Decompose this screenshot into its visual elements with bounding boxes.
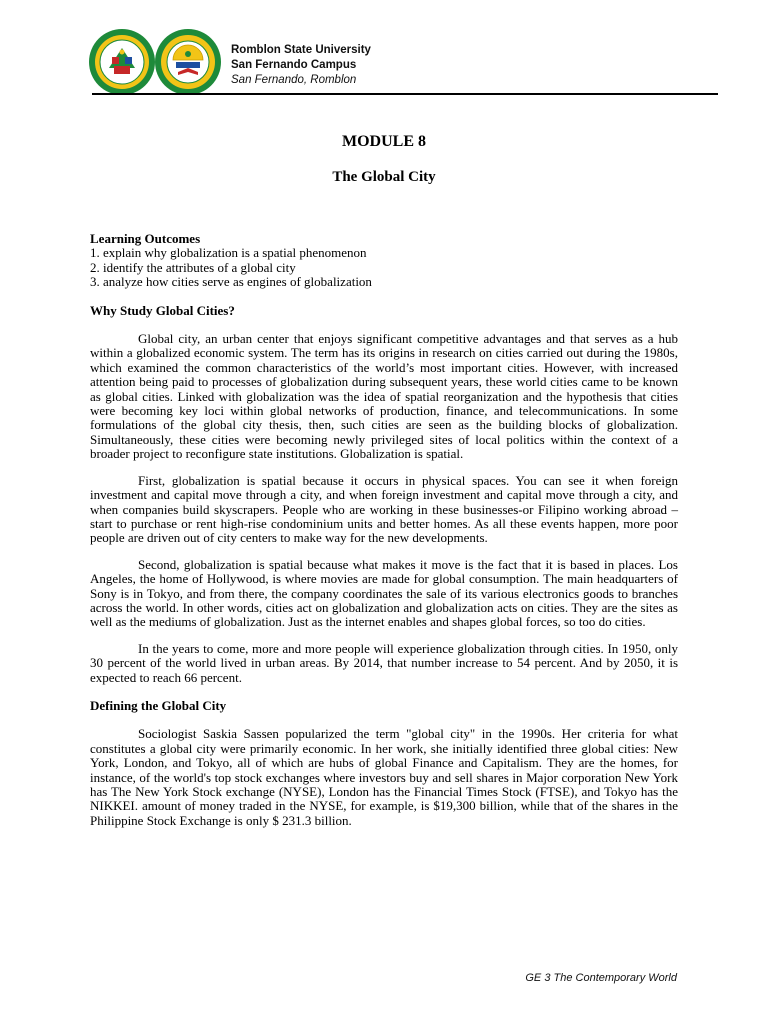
university-info: [231, 43, 371, 88]
outcome-item: 2. identify the attributes of a global city: [90, 259, 296, 275]
section-heading-defining: Defining the Global City: [90, 697, 227, 713]
paragraph: Global city, an urban center that enjoys significant competitive advantages and that serves as a hub within a globalized economic system. The term has its origins in research on cities carried out during the 1980s, which examined the common characteristics of the world’s most important cities. However, with increased attention being paid to processes of globalization during subsequent years, these world cities came to be known as global cities. Linked with globalization was the idea of spatial reorganization and the hypothesis that cities were becoming key loci within global networks of production, finance, and telecommunications. In some formulations of the global city thesis, then, such cities are seen as the building blocks of globalization. Simultaneously, these cities were becoming newly privileged sites of local politics within the context of a broader project to reconfigure state institutions. Globalization is spatial.: [90, 331, 678, 462]
document-header: [0, 0, 768, 100]
rsu-seal-logo: [88, 28, 156, 96]
learning-outcomes-list: [90, 246, 678, 289]
campus-seal-logo: [154, 28, 222, 96]
document-body: [90, 232, 678, 828]
outcome-item: 1. explain why globalization is a spatial phenomenon: [90, 245, 367, 261]
paragraph: Second, globalization is spatial because what makes it move is the fact that it is based in places. Los Angeles, the home of Hollywood, is where movies are made for global consumption. The main headquarters of Sony is in Tokyo, and from there, the company coordinates the sale of its various electronics goods to branches across the world. In other words, cities act on globalization and globalization acts on cities. They are the sites as well as the mediums of globalization. Just as the internet enables and shapes global forces, so too do cities.: [90, 556, 678, 630]
university-name: Romblon State University: [231, 44, 371, 56]
module-number: MODULE 8: [342, 133, 426, 150]
section-heading-why-study: Why Study Global Cities?: [90, 302, 235, 318]
campus-location: San Fernando, Romblon: [231, 74, 357, 86]
paragraph: Sociologist Saskia Sassen popularized the term "global city" in the 1990s. Her criteria for what constitutes a global city were primarily economic. In her work, she initially identified three global cities: New York, London, and Tokyo, all of which are hubs of global Finance and Capitalism. They are the homes, for instance, of the world's top stock exchanges where investors buy and sell shares in Major corporation New York has The New York Stock exchange (NYSE), London has the Financial Times Stock (FTSE), and Tokyo has the NIKKEI. amount of money traded in the NYSE, for example, is $19,300 billion, while that of the shares in the Philippine Stock Exchange is only $ 231.3 billion.: [90, 726, 678, 828]
learning-outcomes-heading: Learning Outcomes: [90, 231, 201, 246]
page-footer: GE 3 The Contemporary World: [525, 972, 677, 984]
paragraph: In the years to come, more and more people will experience globalization through cities. In 1950, only 30 percent of the world lived in urban areas. By 2014, that number increase to 54 percent. And by 2050, it is expected to reach 66 percent.: [90, 640, 678, 685]
header-divider: [92, 93, 718, 95]
paragraph: First, globalization is spatial because it occurs in physical spaces. You can see it when foreign investment and capital move through a city, and when foreign investment and capital move through a city, and when companies build skyscrapers. People who are working in these businesses-or Filipino working abroad – start to purchase or rent high-rise condominium units and better homes. As all these events happen, more poor people are driven out of city centers to make way for the new developments.: [90, 472, 678, 546]
outcome-item: 3. analyze how cities serve as engines of globalization: [90, 274, 372, 290]
campus-name: San Fernando Campus: [231, 59, 357, 71]
module-title: The Global City: [332, 169, 436, 185]
